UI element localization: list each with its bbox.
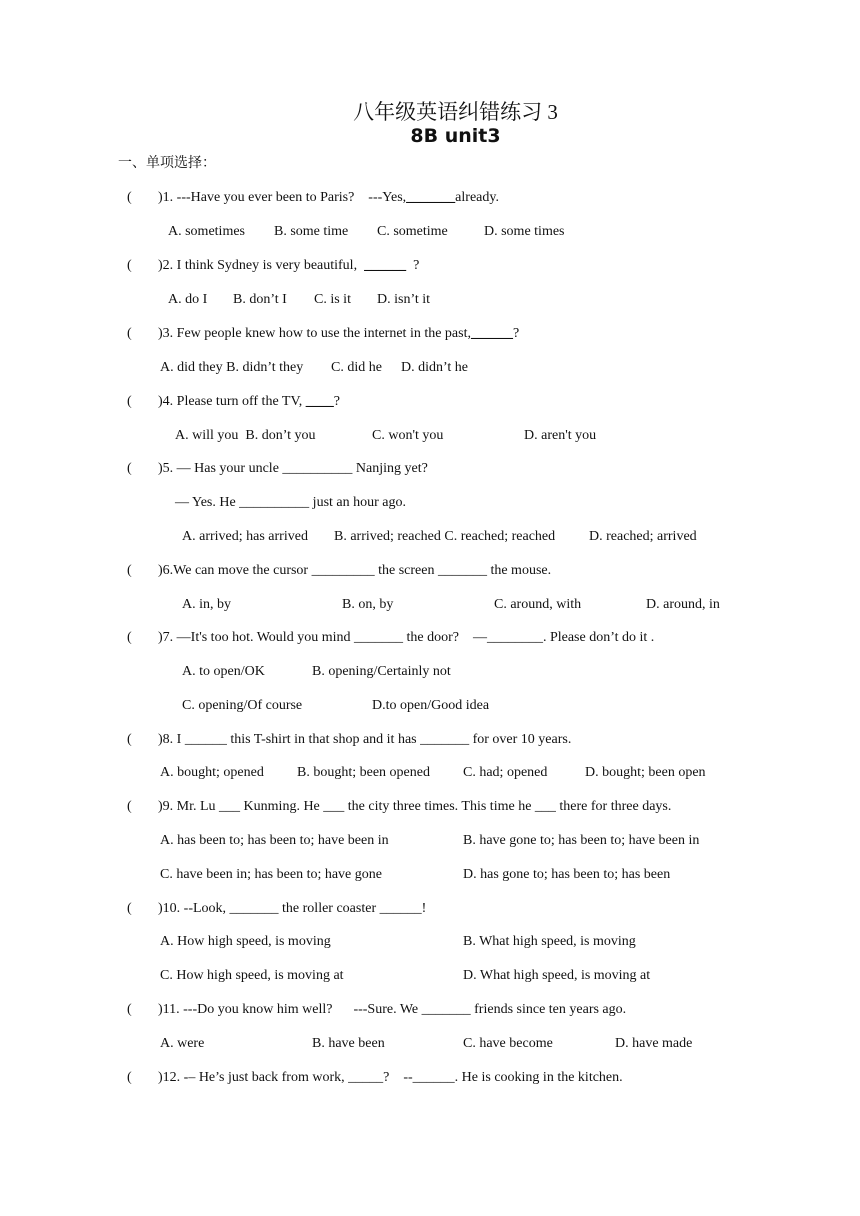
option-7-1-0: C. opening/Of course [182, 698, 303, 713]
question-stem-1: )1. ---Have you ever been to Paris? ---Yes,_______already. [158, 190, 499, 205]
option-1-0-1: B. some time [274, 224, 349, 239]
option-9-0-1: B. have gone to; has been to; have been in [463, 833, 700, 848]
answer-paren-11: ( [127, 1002, 132, 1017]
question-stem-12: )12. -– He’s just back from work, _____? --______. He is cooking in the kitchen. [158, 1070, 623, 1085]
option-1-0-0: A. sometimes [168, 224, 245, 239]
option-11-0-2: C. have become [463, 1036, 553, 1051]
option-2-0-3: D. isn’t it [377, 292, 431, 307]
option-4-0-2: D. aren't you [524, 428, 597, 443]
document-subtitle: 8B unit3 [410, 125, 501, 147]
option-5-0-2: D. reached; arrived [589, 529, 697, 544]
option-2-0-2: C. is it [314, 292, 351, 307]
answer-paren-2: ( [127, 258, 132, 273]
question-stem-5: )5. — Has your uncle __________ Nanjing yet? [158, 461, 428, 476]
answer-paren-1: ( [127, 190, 132, 205]
question-followup-5: — Yes. He __________ just an hour ago. [175, 495, 406, 510]
option-6-0-3: D. around, in [646, 597, 720, 612]
option-1-0-3: D. some times [484, 224, 565, 239]
question-stem-9: )9. Mr. Lu ___ Kunming. He ___ the city three times. This time he ___ there for three days. [158, 799, 672, 814]
option-8-0-1: B. bought; been opened [297, 765, 430, 780]
option-9-1-0: C. have been in; has been to; have gone [160, 867, 382, 882]
option-10-1-1: D. What high speed, is moving at [463, 968, 651, 983]
option-6-0-2: C. around, with [494, 597, 582, 612]
option-9-1-1: D. has gone to; has been to; has been [463, 867, 671, 882]
question-stem-10: )10. --Look, _______ the roller coaster ______! [158, 901, 427, 916]
option-2-0-1: B. don’t I [233, 292, 287, 307]
document-title: 八年级英语纠错练习 3 [353, 100, 558, 124]
option-10-0-1: B. What high speed, is moving [463, 934, 636, 949]
option-7-0-0: A. to open/OK [182, 664, 265, 679]
option-1-0-2: C. sometime [377, 224, 448, 239]
answer-paren-9: ( [127, 799, 132, 814]
option-8-0-2: C. had; opened [463, 765, 548, 780]
question-stem-3: )3. Few people knew how to use the internet in the past,______? [158, 326, 520, 341]
answer-paren-8: ( [127, 732, 132, 747]
answer-paren-10: ( [127, 901, 132, 916]
option-4-0-0: A. will you B. don’t you [175, 428, 316, 443]
answer-paren-5: ( [127, 461, 132, 476]
option-3-0-1: C. did he [331, 360, 382, 375]
question-stem-11: )11. ---Do you know him well? ---Sure. We _______ friends since ten years ago. [158, 1002, 627, 1017]
question-stem-2: )2. I think Sydney is very beautiful, ______ ? [158, 258, 420, 273]
option-10-0-0: A. How high speed, is moving [160, 934, 331, 949]
answer-paren-6: ( [127, 563, 132, 578]
option-2-0-0: A. do I [168, 292, 208, 307]
option-6-0-0: A. in, by [182, 597, 231, 612]
option-10-1-0: C. How high speed, is moving at [160, 968, 344, 983]
answer-paren-4: ( [127, 394, 132, 409]
option-11-0-1: B. have been [312, 1036, 385, 1051]
option-8-0-3: D. bought; been open [585, 765, 706, 780]
answer-paren-12: ( [127, 1070, 132, 1085]
option-4-0-1: C. won't you [372, 428, 444, 443]
option-9-0-0: A. has been to; has been to; have been in [160, 833, 389, 848]
option-3-0-2: D. didn’t he [401, 360, 469, 375]
option-7-0-1: B. opening/Certainly not [312, 664, 451, 679]
option-5-0-0: A. arrived; has arrived [182, 529, 308, 544]
answer-paren-3: ( [127, 326, 132, 341]
question-stem-4: )4. Please turn off the TV, ____? [158, 394, 340, 409]
option-8-0-0: A. bought; opened [160, 765, 264, 780]
section-heading: 一、单项选择： [118, 156, 216, 171]
option-6-0-1: B. on, by [342, 597, 394, 612]
option-11-0-0: A. were [160, 1036, 205, 1051]
option-7-1-1: D.to open/Good idea [372, 698, 490, 713]
question-stem-7: )7. —It's too hot. Would you mind _______ the door? —________. Please don’t do it . [158, 630, 655, 645]
option-5-0-1: B. arrived; reached C. reached; reached [334, 529, 556, 544]
option-11-0-3: D. have made [615, 1036, 693, 1051]
question-stem-8: )8. I ______ this T-shirt in that shop and it has _______ for over 10 years. [158, 732, 572, 747]
question-stem-6: )6.We can move the cursor _________ the screen _______ the mouse. [158, 563, 552, 578]
option-3-0-0: A. did they B. didn’t they [160, 360, 304, 375]
answer-paren-7: ( [127, 630, 132, 645]
